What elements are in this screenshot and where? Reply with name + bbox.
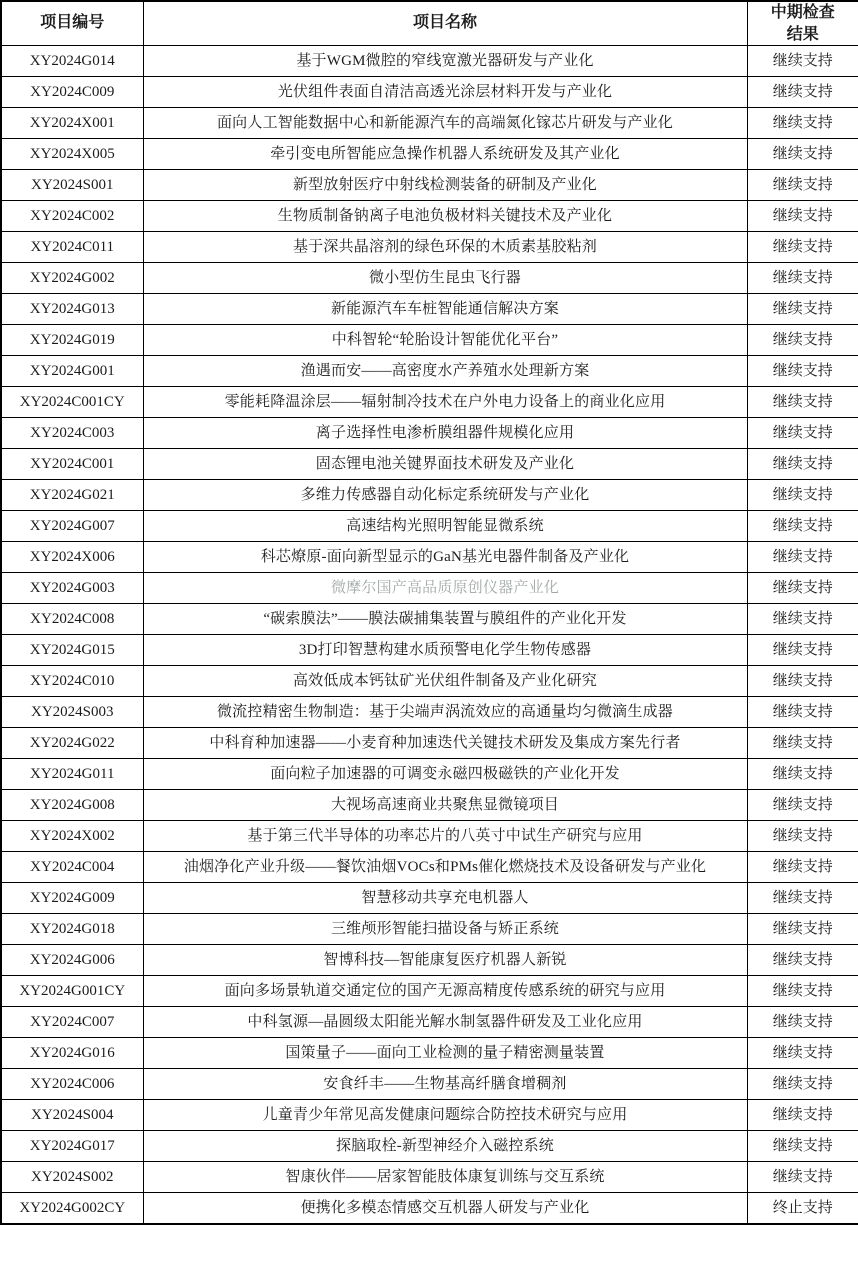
table-row [1, 325, 858, 356]
review-result-cell: 继续支持 [747, 759, 858, 790]
project-id-cell: XY2024C004 [1, 852, 143, 883]
project-id-cell: XY2024G011 [1, 759, 143, 790]
review-result-cell: 继续支持 [747, 604, 858, 635]
project-id-cell: XY2024G017 [1, 1131, 143, 1162]
header-row [1, 1, 858, 46]
project-name-cell: 离子选择性电渗析膜组器件规模化应用 [143, 418, 747, 449]
table-header [1, 1, 858, 46]
table-row [1, 1069, 858, 1100]
review-result-cell: 继续支持 [747, 418, 858, 449]
table-row [1, 1100, 858, 1131]
project-id-cell: XY2024G003 [1, 573, 143, 604]
project-name-cell: 智慧移动共享充电机器人 [143, 883, 747, 914]
review-result-cell: 继续支持 [747, 1038, 858, 1069]
project-id-cell: XY2024S001 [1, 170, 143, 201]
review-result-cell: 继续支持 [747, 1100, 858, 1131]
project-id-cell: XY2024C007 [1, 1007, 143, 1038]
project-name-cell: 3D打印智慧构建水质预警电化学生物传感器 [143, 635, 747, 666]
table-row [1, 1038, 858, 1069]
review-result-cell: 继续支持 [747, 356, 858, 387]
project-id-cell: XY2024C009 [1, 77, 143, 108]
project-id-cell: XY2024G006 [1, 945, 143, 976]
table-row [1, 697, 858, 728]
project-id-cell: XY2024C010 [1, 666, 143, 697]
project-name-cell: 高速结构光照明智能显微系统 [143, 511, 747, 542]
review-result-cell: 继续支持 [747, 790, 858, 821]
table-row [1, 108, 858, 139]
project-id-cell: XY2024C002 [1, 201, 143, 232]
table-row [1, 759, 858, 790]
review-result-cell: 继续支持 [747, 914, 858, 945]
project-id-cell: XY2024G001CY [1, 976, 143, 1007]
review-result-cell: 继续支持 [747, 542, 858, 573]
review-result-cell: 继续支持 [747, 77, 858, 108]
project-id-cell: XY2024C003 [1, 418, 143, 449]
project-id-cell: XY2024X005 [1, 139, 143, 170]
review-result-cell: 继续支持 [747, 46, 858, 77]
project-name-cell: 生物质制备钠离子电池负极材料关键技术及产业化 [143, 201, 747, 232]
review-result-cell: 继续支持 [747, 1069, 858, 1100]
project-id-cell: XY2024C008 [1, 604, 143, 635]
project-name-cell: 探脑取栓-新型神经介入磁控系统 [143, 1131, 747, 1162]
project-id-cell: XY2024G013 [1, 294, 143, 325]
table-row [1, 418, 858, 449]
table-row [1, 666, 858, 697]
project-name-cell: 大视场高速商业共聚焦显微镜项目 [143, 790, 747, 821]
table-row [1, 1007, 858, 1038]
table-body [1, 46, 858, 1224]
table-row [1, 976, 858, 1007]
table-row [1, 387, 858, 418]
table-row [1, 604, 858, 635]
table-row [1, 542, 858, 573]
table-row [1, 356, 858, 387]
review-result-cell: 继续支持 [747, 573, 858, 604]
table-row [1, 139, 858, 170]
project-id-cell: XY2024X001 [1, 108, 143, 139]
review-result-cell: 终止支持 [747, 1193, 858, 1224]
review-result-cell: 继续支持 [747, 1131, 858, 1162]
review-result-cell: 继续支持 [747, 294, 858, 325]
project-name-cell: 中科育种加速器——小麦育种加速迭代关键技术研发及集成方案先行者 [143, 728, 747, 759]
project-name-cell: 三维颅形智能扫描设备与矫正系统 [143, 914, 747, 945]
review-result-cell: 继续支持 [747, 976, 858, 1007]
review-result-cell: 继续支持 [747, 1007, 858, 1038]
col-header-review-result-label: 中期检查结果 [770, 4, 835, 43]
table-row [1, 1193, 858, 1224]
project-name-cell: 微摩尔国产高品质原创仪器产业化 [143, 573, 747, 604]
project-name-cell: 面向多场景轨道交通定位的国产无源高精度传感系统的研究与应用 [143, 976, 747, 1007]
project-name-cell: 牵引变电所智能应急操作机器人系统研发及其产业化 [143, 139, 747, 170]
review-result-cell: 继续支持 [747, 387, 858, 418]
table-row [1, 914, 858, 945]
project-name-cell: 科芯燎原-面向新型显示的GaN基光电器件制备及产业化 [143, 542, 747, 573]
project-name-cell: 面向人工智能数据中心和新能源汽车的高端氮化镓芯片研发与产业化 [143, 108, 747, 139]
project-id-cell: XY2024C011 [1, 232, 143, 263]
table-row [1, 790, 858, 821]
project-id-cell: XY2024G015 [1, 635, 143, 666]
table-row [1, 77, 858, 108]
table-row [1, 883, 858, 914]
project-name-cell: 智博科技—智能康复医疗机器人新锐 [143, 945, 747, 976]
project-id-cell: XY2024S002 [1, 1162, 143, 1193]
project-id-cell: XY2024G009 [1, 883, 143, 914]
table-row [1, 635, 858, 666]
review-result-cell: 继续支持 [747, 666, 858, 697]
col-header-project-id: 项目编号 [1, 1, 143, 46]
review-result-cell: 继续支持 [747, 139, 858, 170]
project-name-cell: 中科智轮“轮胎设计智能优化平台” [143, 325, 747, 356]
review-result-cell: 继续支持 [747, 728, 858, 759]
project-name-cell: 光伏组件表面自清洁高透光涂层材料开发与产业化 [143, 77, 747, 108]
review-result-cell: 继续支持 [747, 635, 858, 666]
project-id-cell: XY2024S004 [1, 1100, 143, 1131]
table-row [1, 945, 858, 976]
table-row [1, 821, 858, 852]
project-name-cell: 新型放射医疗中射线检测装备的研制及产业化 [143, 170, 747, 201]
project-id-cell: XY2024G014 [1, 46, 143, 77]
project-id-cell: XY2024C001CY [1, 387, 143, 418]
project-id-cell: XY2024G022 [1, 728, 143, 759]
review-result-cell: 继续支持 [747, 883, 858, 914]
project-name-cell: 安食纤丰——生物基高纤膳食增稠剂 [143, 1069, 747, 1100]
table-row [1, 449, 858, 480]
project-id-cell: XY2024C001 [1, 449, 143, 480]
review-result-cell: 继续支持 [747, 325, 858, 356]
project-name-cell: 零能耗降温涂层——辐射制冷技术在户外电力设备上的商业化应用 [143, 387, 747, 418]
project-id-cell: XY2024G019 [1, 325, 143, 356]
project-name-cell: 基于第三代半导体的功率芯片的八英寸中试生产研究与应用 [143, 821, 747, 852]
table-row [1, 511, 858, 542]
col-header-review-result [747, 1, 858, 46]
table-row [1, 170, 858, 201]
project-name-cell: 微小型仿生昆虫飞行器 [143, 263, 747, 294]
review-result-cell: 继续支持 [747, 108, 858, 139]
project-id-cell: XY2024G018 [1, 914, 143, 945]
project-id-cell: XY2024G002CY [1, 1193, 143, 1224]
review-result-cell: 继续支持 [747, 852, 858, 883]
table-row [1, 201, 858, 232]
review-result-cell: 继续支持 [747, 449, 858, 480]
table-row [1, 852, 858, 883]
project-name-cell: 高效低成本钙钛矿光伏组件制备及产业化研究 [143, 666, 747, 697]
project-id-cell: XY2024G002 [1, 263, 143, 294]
project-name-cell: 中科氢源—晶圆级太阳能光解水制氢器件研发及工业化应用 [143, 1007, 747, 1038]
project-name-cell: 智康伙伴——居家智能肢体康复训练与交互系统 [143, 1162, 747, 1193]
project-id-cell: XY2024X006 [1, 542, 143, 573]
project-id-cell: XY2024X002 [1, 821, 143, 852]
project-id-cell: XY2024G007 [1, 511, 143, 542]
project-name-cell: 多维力传感器自动化标定系统研发与产业化 [143, 480, 747, 511]
table-row [1, 46, 858, 77]
review-result-cell: 继续支持 [747, 945, 858, 976]
table-row [1, 480, 858, 511]
project-name-cell: 新能源汽车车桩智能通信解决方案 [143, 294, 747, 325]
project-id-cell: XY2024G016 [1, 1038, 143, 1069]
review-result-cell: 继续支持 [747, 263, 858, 294]
project-id-cell: XY2024G001 [1, 356, 143, 387]
review-result-cell: 继续支持 [747, 232, 858, 263]
project-name-cell: “碳索膜法”——膜法碳捕集装置与膜组件的产业化开发 [143, 604, 747, 635]
project-name-cell: 国策量子——面向工业检测的量子精密测量装置 [143, 1038, 747, 1069]
table-row [1, 1162, 858, 1193]
project-name-cell: 儿童青少年常见高发健康问题综合防控技术研究与应用 [143, 1100, 747, 1131]
review-result-cell: 继续支持 [747, 511, 858, 542]
project-name-cell: 面向粒子加速器的可调变永磁四极磁铁的产业化开发 [143, 759, 747, 790]
table-row [1, 1131, 858, 1162]
project-id-cell: XY2024C006 [1, 1069, 143, 1100]
table-row [1, 728, 858, 759]
project-id-cell: XY2024S003 [1, 697, 143, 728]
project-name-cell: 油烟净化产业升级——餐饮油烟VOCs和PMs催化燃烧技术及设备研发与产业化 [143, 852, 747, 883]
review-result-cell: 继续支持 [747, 697, 858, 728]
review-result-cell: 继续支持 [747, 821, 858, 852]
table-row [1, 573, 858, 604]
project-name-cell: 基于WGM微腔的窄线宽激光器研发与产业化 [143, 46, 747, 77]
table-row [1, 232, 858, 263]
col-header-project-name: 项目名称 [143, 1, 747, 46]
review-result-cell: 继续支持 [747, 1162, 858, 1193]
table-row [1, 294, 858, 325]
project-name-cell: 便携化多模态情感交互机器人研发与产业化 [143, 1193, 747, 1224]
project-name-cell: 基于深共晶溶剂的绿色环保的木质素基胶粘剂 [143, 232, 747, 263]
review-result-cell: 继续支持 [747, 480, 858, 511]
review-result-cell: 继续支持 [747, 170, 858, 201]
project-id-cell: XY2024G021 [1, 480, 143, 511]
review-result-cell: 继续支持 [747, 201, 858, 232]
table-row [1, 263, 858, 294]
project-id-cell: XY2024G008 [1, 790, 143, 821]
project-name-cell: 微流控精密生物制造：基于尖端声涡流效应的高通量均匀微滴生成器 [143, 697, 747, 728]
project-name-cell: 固态锂电池关键界面技术研发及产业化 [143, 449, 747, 480]
project-name-cell: 渔遇而安——高密度水产养殖水处理新方案 [143, 356, 747, 387]
